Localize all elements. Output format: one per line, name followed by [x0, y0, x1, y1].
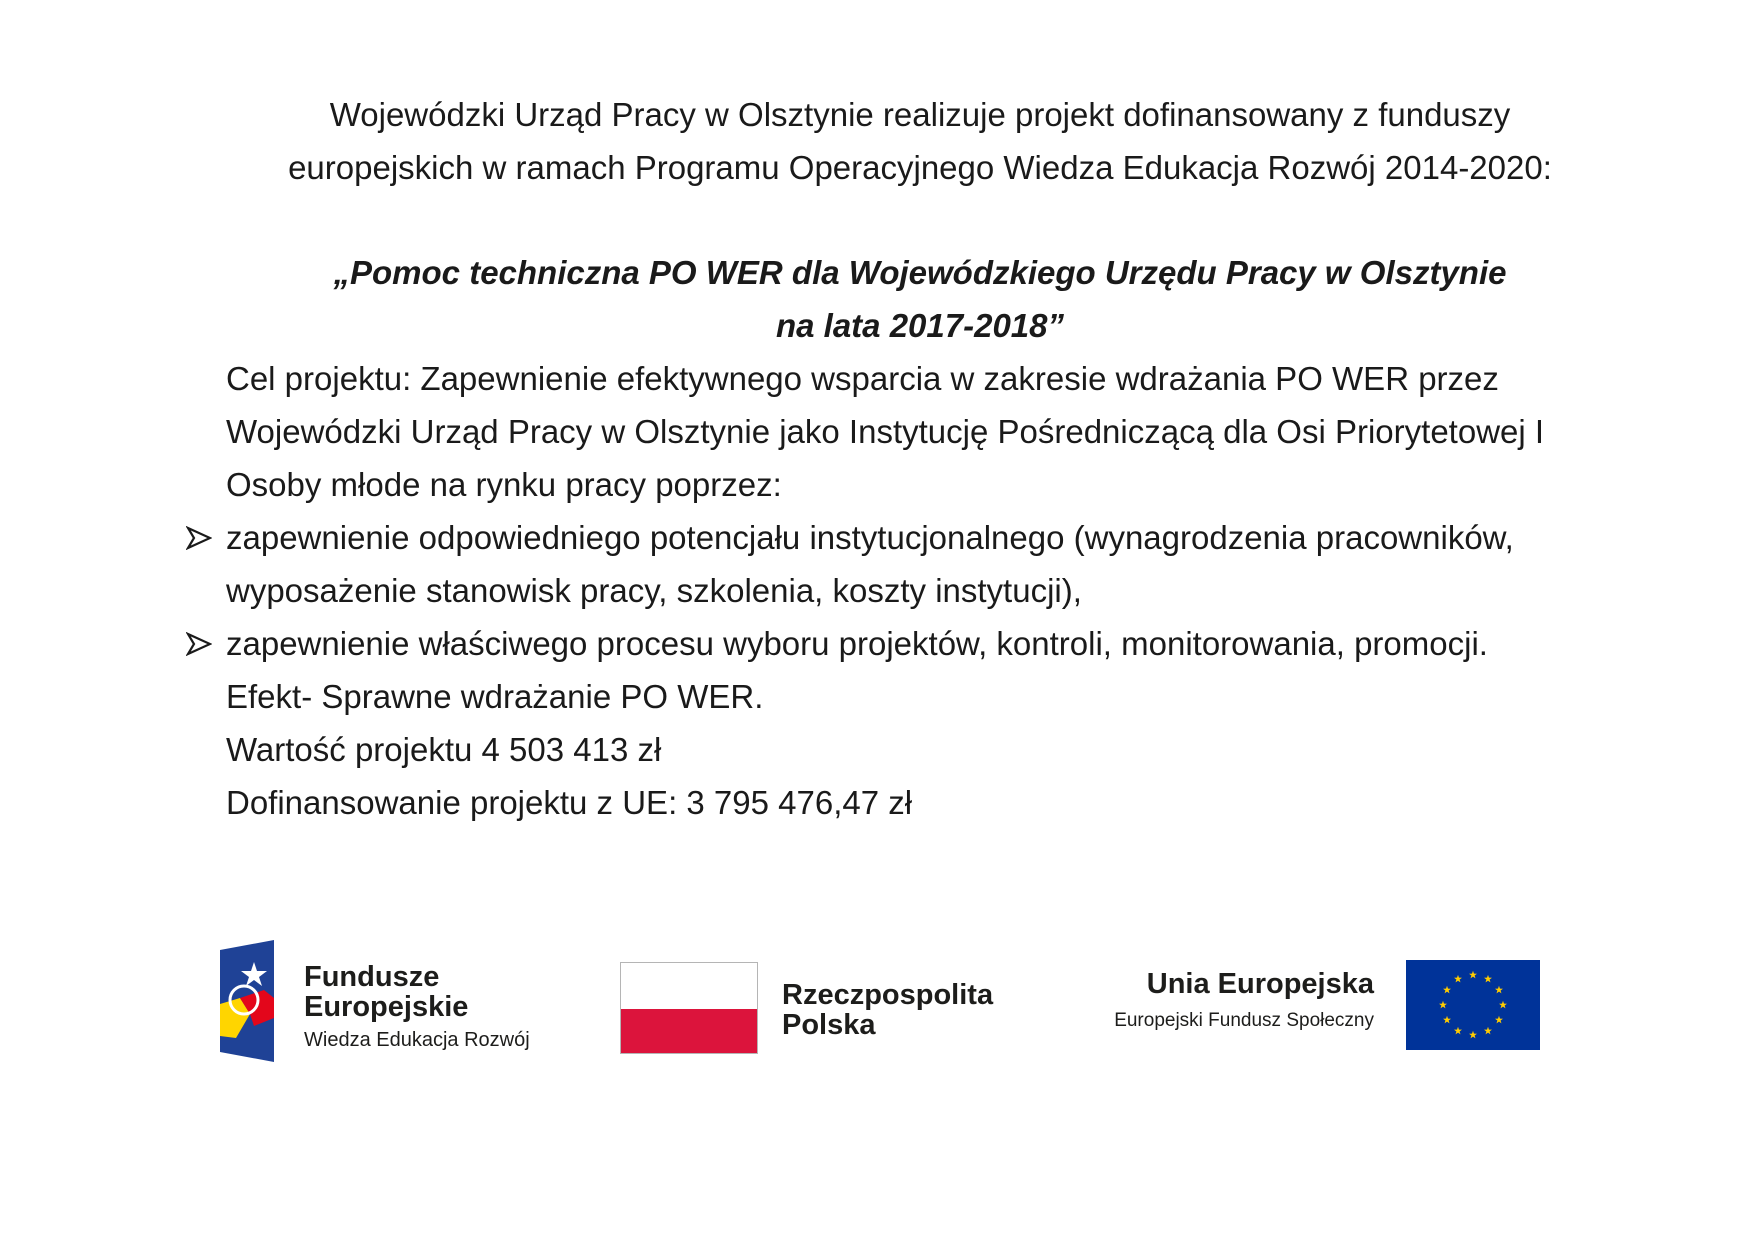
fundusze-europejskie-emblem-icon — [214, 940, 280, 1062]
project-title-line-2: na lata 2017-2018” — [775, 307, 1065, 344]
project-title-line-1: „Pomoc techniczna PO WER dla Wojewódzkiego Urzędu Pracy w Olsztynie — [333, 254, 1507, 291]
project-description — [226, 352, 1686, 829]
eu-flag-icon — [1406, 960, 1540, 1050]
arrow-bullet-icon — [186, 526, 212, 550]
unia-logo-title: Unia Europejska — [1146, 968, 1374, 1000]
fundusze-europejskie-logo — [214, 940, 554, 1065]
goal-line-3: Osoby młode na rynku pracy poprzez: — [226, 466, 782, 503]
rzeczpospolita-polska-logo — [620, 962, 1030, 1058]
bullet-1-line-2: wyposażenie stanowisk pracy, szkolenia, koszty instytucji), — [226, 572, 1082, 609]
intro-line-2: europejskich w ramach Programu Operacyjnego Wiedza Edukacja Rozwój 2014-2020: — [288, 149, 1552, 186]
unia-europejska-logo — [1090, 960, 1540, 1056]
rzeczpospolita-logo-line-2: Polska — [782, 1009, 876, 1041]
list-item — [226, 617, 1686, 670]
intro-paragraph — [150, 88, 1690, 194]
rzeczpospolita-logo-line-1: Rzeczpospolita — [782, 979, 994, 1011]
bullet-1-line-1: zapewnienie odpowiedniego potencjału instytucjonalnego (wynagrodzenia pracowników, — [226, 519, 1514, 556]
list-item — [226, 511, 1686, 617]
fundusze-logo-line-2: Europejskie — [304, 991, 469, 1023]
project-title — [150, 246, 1690, 352]
fundusze-logo-subtitle: Wiedza Edukacja Rozwój — [304, 1029, 530, 1051]
logo-bar — [0, 940, 1754, 1080]
effect-text: Efekt- Sprawne wdrażanie PO WER. — [226, 678, 764, 715]
unia-logo-subtitle: Europejski Fundusz Społeczny — [1114, 1010, 1374, 1031]
fundusze-logo-line-1: Fundusze — [304, 961, 440, 993]
polish-flag-icon — [620, 962, 758, 1054]
intro-line-1: Wojewódzki Urząd Pracy w Olsztynie realizuje projekt dofinansowany z funduszy — [329, 96, 1511, 133]
eu-funding-value: Dofinansowanie projektu z UE: 3 795 476,47 zł — [226, 784, 913, 821]
goal-line-2: Wojewódzki Urząd Pracy w Olsztynie jako Instytucję Pośredniczącą dla Osi Priorytetowej I — [226, 413, 1545, 450]
project-value: Wartość projektu 4 503 413 zł — [226, 731, 662, 768]
arrow-bullet-icon — [186, 632, 212, 656]
bullet-2-line-1: zapewnienie właściwego procesu wyboru projektów, kontroli, monitorowania, promocji. — [226, 625, 1488, 662]
goal-line-1: Cel projektu: Zapewnienie efektywnego wsparcia w zakresie wdrażania PO WER przez — [226, 360, 1499, 397]
